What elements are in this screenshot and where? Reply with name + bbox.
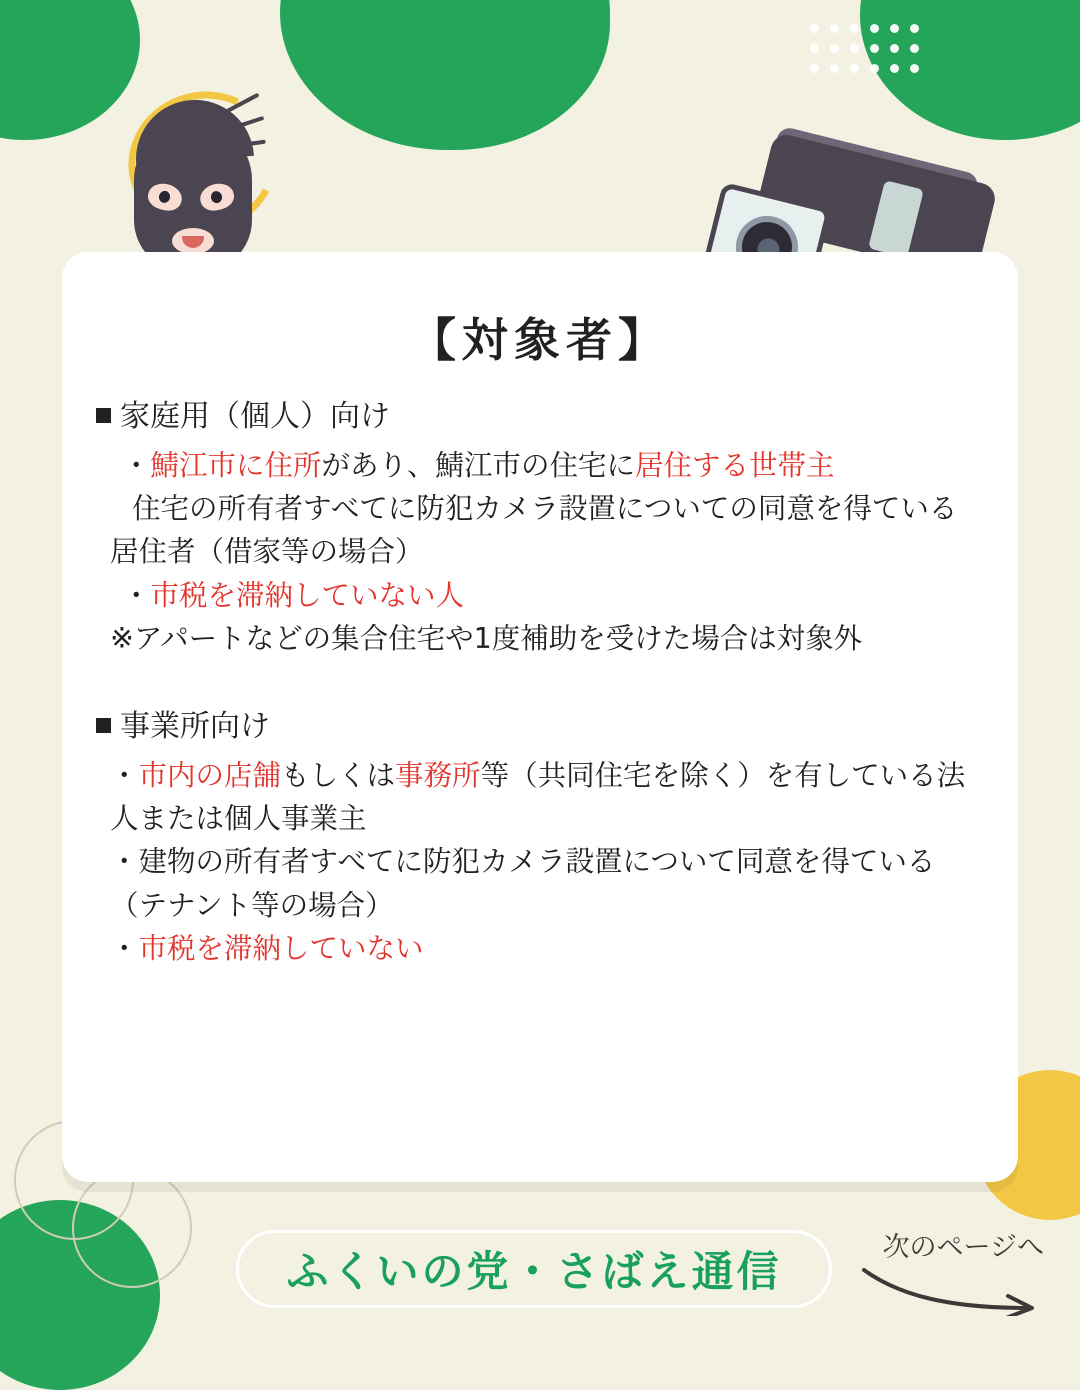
section-heading: 家庭用（個人）向け xyxy=(96,394,982,440)
footer-banner-label: ふくいの党・さばえ通信 xyxy=(286,1247,782,1296)
list-item: ・市内の店舗もしくは事務所等（共同住宅を除く）を有している法人または個人事業主 xyxy=(110,758,966,836)
list-item: ・市税を滞納していない xyxy=(110,932,424,965)
list-item: 住宅の所有者すべてに防犯カメラ設置についての同意を得ている居住者（借家等の場合） xyxy=(110,491,958,569)
decor-blob-top-middle xyxy=(280,0,610,150)
content-body xyxy=(62,370,1018,970)
footer-banner xyxy=(236,1230,832,1308)
decor-dot-grid xyxy=(810,24,930,84)
bullet-square-icon xyxy=(96,408,111,423)
list-item: ・鯖江市に住所があり、鯖江市の住宅に居住する世帯主 xyxy=(122,448,835,482)
section-household xyxy=(96,394,982,660)
page-title: 【対象者】 xyxy=(410,313,670,367)
next-page-label: 次のページへ xyxy=(882,1232,1044,1263)
next-page-arrow-icon xyxy=(860,1264,1040,1316)
list-item-note: ※アパートなどの集合住宅や1度補助を受けた場合は対象外 xyxy=(110,621,863,655)
content-card xyxy=(62,252,1018,1182)
bullet-square-icon xyxy=(96,718,111,733)
section-business xyxy=(96,704,982,970)
list-item: ・建物の所有者すべてに防犯カメラ設置について同意を得ている（テナント等の場合） xyxy=(110,845,936,922)
list-item: ・市税を滞納していない人 xyxy=(122,578,465,612)
decor-ring-inner xyxy=(72,1168,192,1288)
section-heading: 事業所向け xyxy=(96,704,982,750)
